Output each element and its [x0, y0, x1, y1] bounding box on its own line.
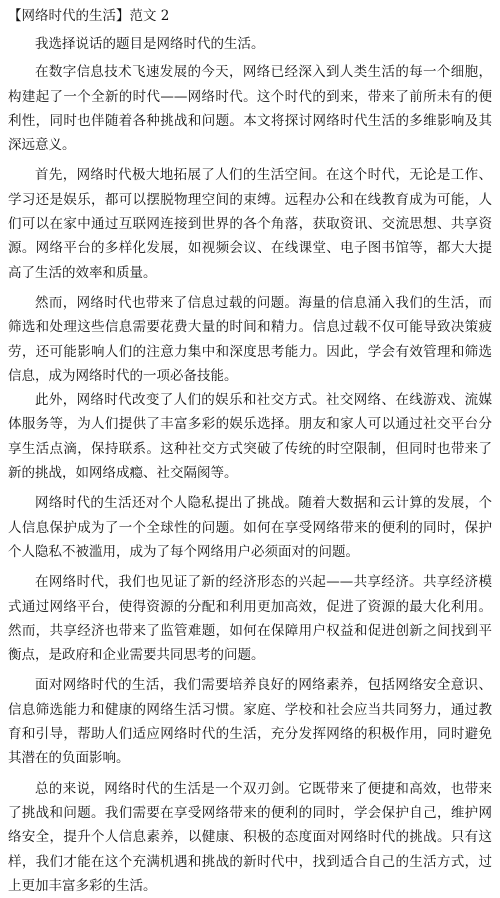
paragraph-sharing-economy: 在网络时代，我们也见证了新的经济形态的兴起——共享经济。共享经济模式通过网络平台，使得资源的分配和利用更加高效，促进了资源的最大化利用。然而，共享经济也带来了监管难题，如何在保障用户权益和促进创新之间找到平衡点，是政府和企业需要共同思考的问题。 [8, 574, 492, 664]
paragraph-living-space: 首先，网络时代极大地拓展了人们的生活空间。在这个时代，无论是工作、学习还是娱乐，都可以摆脱物理空间的束缚。远程办公和在线教育成为可能，人们可以在家中通过互联网连接到世界的各个角落，获取资讯、交流思想、共享资源。网络平台的多样化发展，如视频会议、在线课堂、电子图书馆等，都大大提高了生活的效率和质量。 [8, 167, 492, 281]
paragraph-entertainment-social: 此外，网络时代改变了人们的娱乐和社交方式。社交网络、在线游戏、流媒体服务等，为人们提供了丰富多彩的娱乐选择。朋友和家人可以通过社交平台分享生活点滴，保持联系。这种社交方式突破了传统的时空限制，但同时也带来了新的挑战，如网络成瘾、社交隔阂等。 [8, 392, 492, 482]
paragraph-conclusion: 总的来说，网络时代的生活是一个双刃剑。它既带来了便捷和高效，也带来了挑战和问题。我们需要在享受网络带来的便利的同时，学会保护自己，维护网络安全，提升个人信息素养，以健康、积极的态度面对网络时代的挑战。只有这样，我们才能在这个充满机遇和挑战的新时代中，找到适合自己的生活方式，过上更加丰富多彩的生活。 [8, 780, 492, 894]
paragraph-privacy: 网络时代的生活还对个人隐私提出了挑战。随着大数据和云计算的发展，个人信息保护成为了一个全球性的问题。如何在享受网络带来的便利的同时，保护个人隐私不被滥用，成为了每个网络用户必须面对的问题。 [8, 495, 492, 560]
document-title: 【网络时代的生活】范文 2 [8, 8, 170, 24]
paragraph-network-literacy: 面对网络时代的生活，我们需要培养良好的网络素养，包括网络安全意识、信息筛选能力和健康的网络生活习惯。家庭、学校和社会应当共同努力，通过教育和引导，帮助人们适应网络时代的生活，充分发挥网络的积极作用，同时避免其潜在的负面影响。 [8, 677, 492, 767]
paragraph-intro: 我选择说话的题目是网络时代的生活。 [35, 36, 265, 52]
paragraph-background: 在数字信息技术飞速发展的今天，网络已经深入到人类生活的每一个细胞，构建起了一个全新的时代——网络时代。这个时代的到来，带来了前所未有的便利性，同时也伴随着各种挑战和问题。本文将探讨网络时代生活的多维影响及其深远意义。 [8, 64, 492, 154]
paragraph-information-overload: 然而，网络时代也带来了信息过载的问题。海量的信息涌入我们的生活，而筛选和处理这些信息需要花费大量的时间和精力。信息过载不仅可能导致决策疲劳，还可能影响人们的注意力集中和深度思考能力。因此，学会有效管理和筛选信息，成为网络时代的一项必备技能。 [8, 294, 492, 384]
